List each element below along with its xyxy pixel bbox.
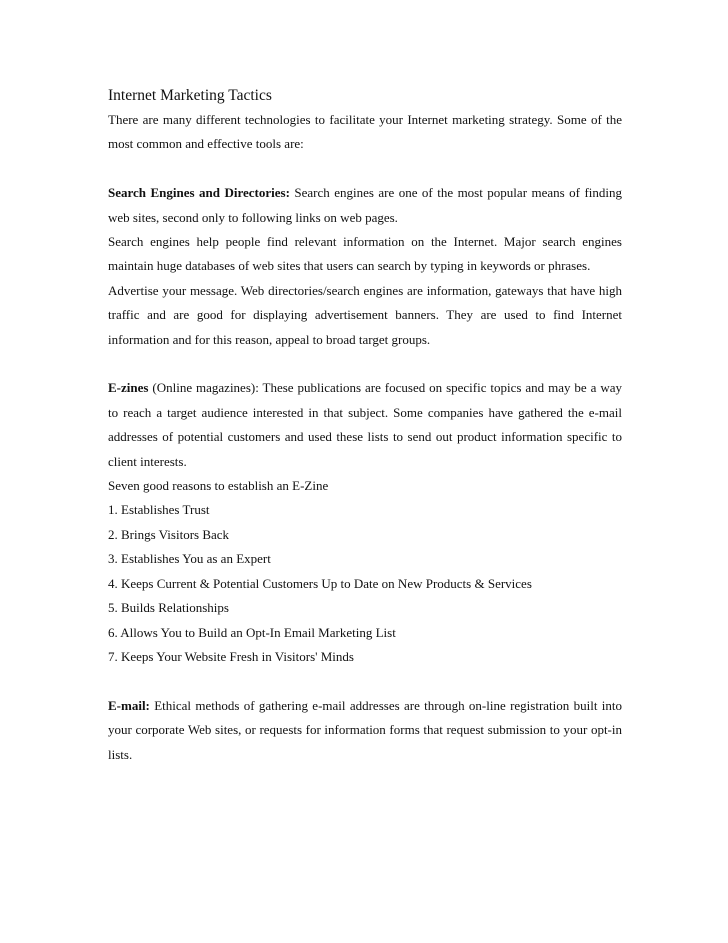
- list-item: 3. Establishes You as an Expert: [108, 551, 271, 567]
- page-title: Internet Marketing Tactics: [108, 87, 272, 104]
- ezines-text: (Online magazines): These publications are focused on specific topics and may be a way to reach a target audience interested in that subject. Some companies have gathered the e-mail addresses of potential customers and used these lists to send out product information specific to client interests.: [108, 380, 622, 469]
- list-item: 6. Allows You to Build an Opt-In Email Marketing List: [108, 624, 396, 640]
- search-engines-paragraph-2: Search engines help people find relevant information on the Internet. Major search engines maintain huge databases of web sites that users can search by typing in keywords or phrases.: [108, 234, 622, 274]
- intro-paragraph: There are many different technologies to facilitate your Internet marketing strategy. Some of the most common and effective tools are:: [108, 112, 622, 152]
- email-heading: E-mail:: [108, 697, 150, 713]
- list-item: 7. Keeps Your Website Fresh in Visitors' Minds: [108, 648, 354, 664]
- ezines-heading: E-zines: [108, 380, 149, 396]
- list-item: 4. Keeps Current & Potential Customers Up to Date on New Products & Services: [108, 575, 532, 591]
- search-engines-text: Search engines are one of the most popular means of finding web sites, second only to following links on web pages.: [108, 185, 622, 225]
- email-text: Ethical methods of gathering e-mail addresses are through on-line registration built into your corporate Web sites, or requests for information forms that request submission to your opt-in lists.: [108, 697, 622, 762]
- section-spacer: [108, 669, 622, 693]
- search-engines-paragraph-3: Advertise your message. Web directories/search engines are information, gateways that have high traffic and are good for displaying advertisement banners. They are used to find Internet information and for this reason, appeal to broad target groups.: [108, 282, 622, 347]
- ezines-list-intro: Seven good reasons to establish an E-Zine: [108, 478, 329, 494]
- ezine-reasons-list: [108, 498, 622, 669]
- search-engines-heading: Search Engines and Directories:: [108, 185, 290, 201]
- section-spacer: [108, 352, 622, 376]
- section-spacer: [108, 157, 622, 181]
- email-paragraph: [108, 694, 622, 767]
- list-item: 2. Brings Visitors Back: [108, 526, 230, 542]
- list-item: 1. Establishes Trust: [108, 502, 210, 518]
- document-page: [108, 84, 622, 767]
- list-item: 5. Builds Relationships: [108, 600, 229, 616]
- ezines-paragraph: [108, 376, 622, 474]
- search-engines-paragraph: [108, 181, 622, 230]
